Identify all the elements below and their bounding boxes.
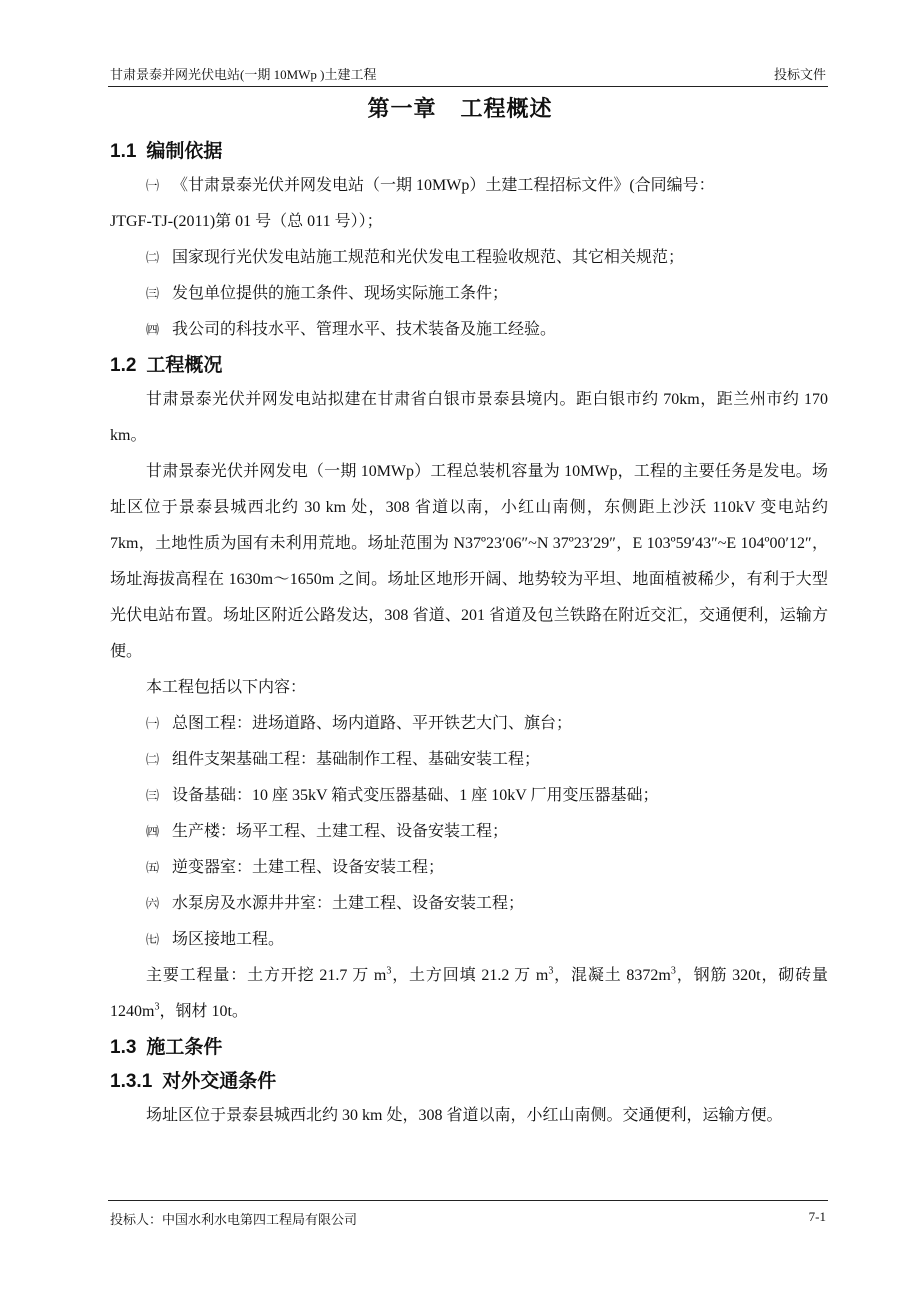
list-item: [110, 850, 828, 886]
list-item: [110, 814, 828, 850]
list-marker: ㈥: [146, 896, 160, 911]
list-marker: ㈡: [146, 752, 160, 767]
list-text: 生产楼：场平工程、土建工程、设备安装工程；: [172, 823, 509, 840]
footer-bidder: 投标人：中国水利水电第四工程局有限公司: [110, 1212, 358, 1227]
list-text: 总图工程：进场道路、场内道路、平开铁艺大门、旗台；: [172, 715, 573, 732]
list-text: 组件支架基础工程：基础制作工程、基础安装工程；: [172, 751, 541, 768]
section-heading-1-3: [110, 1030, 828, 1064]
list-text: 水泵房及水源井井室：土建工程、设备安装工程；: [172, 895, 525, 912]
list-marker: ㈣: [146, 824, 160, 839]
section-title: 编制依据: [146, 140, 223, 162]
list-item-continuation: JTGF-TJ-(2011)第 01 号（总 011 号））；: [110, 213, 383, 230]
list-text: 场区接地工程。: [172, 931, 285, 948]
list-item: [110, 922, 828, 958]
quantity-text: ，土方回填 21.2 万 m: [391, 967, 549, 984]
main-content: [110, 134, 828, 1134]
superscript: 3: [154, 1001, 160, 1013]
list-marker: ㈢: [146, 286, 160, 301]
section-number: 1.2: [110, 355, 137, 376]
list-text: 《甘肃景泰光伏并网发电站（一期 10MWp）土建工程招标文件》(合同编号：: [172, 177, 715, 194]
quantity-text: ，钢筋 320t，砌砖量 1240m: [110, 967, 828, 1020]
list-marker: ㈡: [146, 250, 160, 265]
list-marker: ㈠: [146, 178, 160, 193]
chapter-name: 工程概述: [460, 96, 553, 121]
quantity-text: ，混凝土 8372m: [553, 967, 671, 984]
list-text: 设备基础：10 座 35kV 箱式变压器基础、1 座 10kV 厂用变压器基础；: [172, 787, 659, 804]
list-text: 我公司的科技水平、管理水平、技术装备及施工经验。: [172, 321, 557, 338]
header-doc-type: 投标文件: [773, 67, 826, 82]
section-heading-1-1: [110, 134, 828, 168]
list-item: [110, 312, 828, 348]
list-text: 国家现行光伏发电站施工规范和光伏发电工程验收规范、其它相关规范；: [172, 249, 685, 266]
list-marker: ㈢: [146, 788, 160, 803]
list-item: [110, 778, 828, 814]
list-marker: ㈦: [146, 932, 160, 947]
paragraph-quantities: [110, 958, 828, 1030]
paragraph-overview: 甘肃景泰光伏并网发电（一期 10MWp）工程总装机容量为 10MWp，工程的主要任务是发电。场址区位于景泰县城西北约 30 km 处，308 省道以南，小红山南侧，东侧距上沙沃 110kV 变电站约 7km，土地性质为国有未利用荒地。场址范围为 N37º23′06″~N 37º23′29″，E 103º59′43″~E 104º00′12″，场址海拔高程在 1630m～1650m 之间。场址区地形开阔、地势较为平坦、地面植被稀少，有利于大型光伏电站布置。场址区附近公路发达，308 省道、201 省道及包兰铁路在附近交汇，交通便利，运输方便。: [110, 463, 828, 660]
page-number: 7-1: [808, 1209, 826, 1224]
quantity-text: ，钢材 10t。: [159, 1003, 248, 1020]
superscript: 3: [386, 965, 392, 977]
list-item: [110, 240, 828, 276]
section-heading-1-3-1: [110, 1064, 828, 1098]
list-item: [110, 742, 828, 778]
section-number: 1.1: [110, 141, 137, 162]
list-item: [110, 886, 828, 922]
superscript: 3: [670, 965, 676, 977]
list-text: 发包单位提供的施工条件、现场实际施工条件；: [172, 285, 509, 302]
section-heading-1-2: [110, 348, 828, 382]
header-project-title: 甘肃景泰并网光伏电站(一期 10MWp )土建工程: [110, 67, 377, 82]
list-text: 逆变器室：土建工程、设备安装工程；: [172, 859, 445, 876]
page-footer: [108, 1200, 828, 1225]
paragraph-location: 甘肃景泰光伏并网发电站拟建在甘肃省白银市景泰县境内。距白银市约 70km，距兰州市约 170 km。: [110, 391, 828, 444]
superscript: 3: [548, 965, 554, 977]
section-number: 1.3.1: [110, 1071, 153, 1092]
list-marker: ㈠: [146, 716, 160, 731]
paragraph-traffic: 场址区位于景泰县城西北约 30 km 处，308 省道以南，小红山南侧。交通便利，运输方便。: [146, 1107, 783, 1124]
list-marker: ㈤: [146, 860, 160, 875]
section-title: 工程概况: [146, 354, 223, 376]
list-marker: ㈣: [146, 322, 160, 337]
list-item: [110, 168, 828, 204]
chapter-number: 第一章: [367, 96, 437, 121]
section-title: 施工条件: [146, 1036, 223, 1058]
section-number: 1.3: [110, 1037, 137, 1058]
chapter-title: [0, 92, 920, 123]
paragraph-scope-intro: 本工程包括以下内容：: [146, 679, 307, 696]
list-item: [110, 706, 828, 742]
section-title: 对外交通条件: [162, 1070, 277, 1092]
list-item: [110, 276, 828, 312]
page-header: [108, 64, 828, 87]
quantity-text: 主要工程量：土方开挖 21.7 万 m: [146, 967, 387, 984]
